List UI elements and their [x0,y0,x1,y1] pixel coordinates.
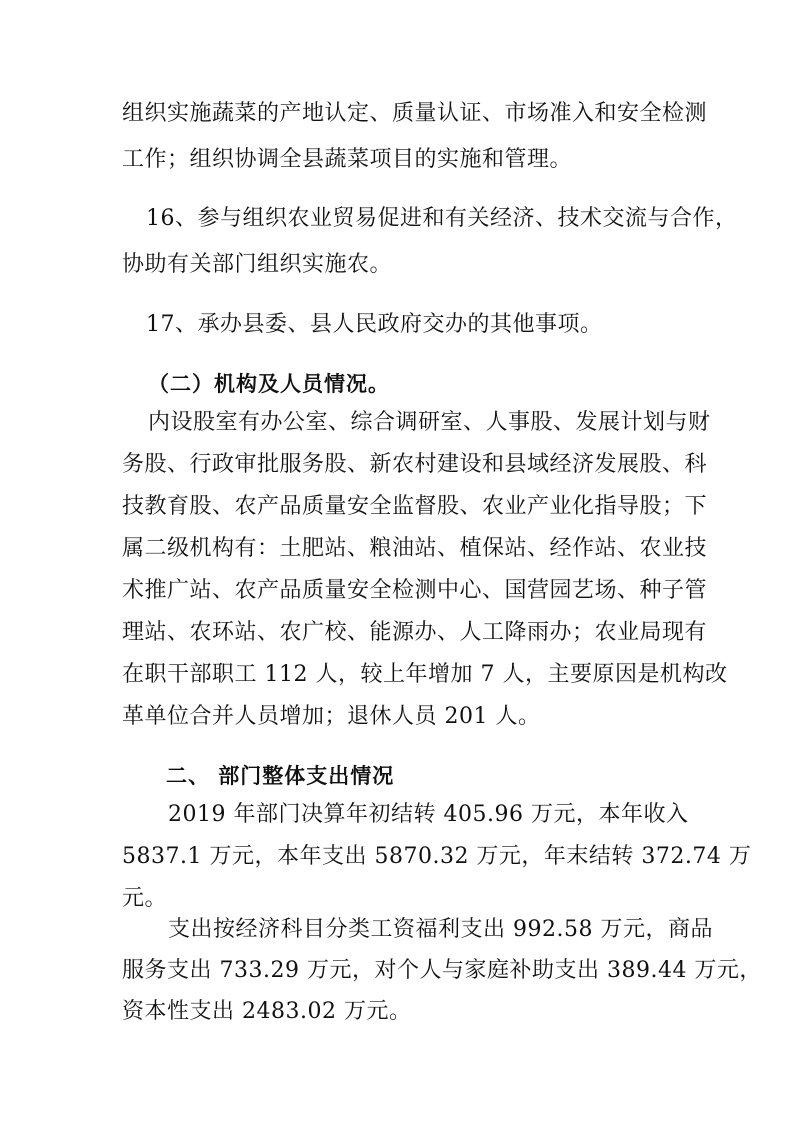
paragraph-line: 2019 年部门决算年初结转 405.96 万元，本年收入 [168,802,689,827]
paragraph-line: 在职干部职工 112 人，较上年增加 7 人，主要原因是机构改 [122,662,728,687]
paragraph-line: 5837.1 万元，本年支出 5870.32 万元，年末结转 372.74 万 [122,844,752,869]
paragraph-line: 支出按经济科目分类工资福利支出 992.58 万元，商品 [168,917,713,942]
paragraph-line: 工作；组织协调全县蔬菜项目的实施和管理。 [122,147,573,172]
section-heading: 二、 部门整体支出情况 [166,764,395,788]
paragraph-line: 革单位合并人员增加；退休人员 201 人。 [122,704,541,729]
paragraph-line: 技教育股、农产品质量安全监督股、农业产业化指导股；下 [122,494,708,519]
paragraph-line: 内设股室有办公室、综合调研室、人事股、发展计划与财 [148,410,711,435]
paragraph-line: 元。 [122,886,168,911]
paragraph-line: 服务支出 733.29 万元，对个人与家庭补助支出 389.44 万元， [122,958,762,983]
section-heading: （二）机构及人员情况。 [148,372,390,396]
paragraph-line: 16、参与组织农业贸易促进和有关经济、技术交流与合作， [146,206,738,231]
paragraph-line: 属二级机构有：土肥站、粮油站、植保站、经作站、农业技 [122,536,708,561]
paragraph-line: 理站、农环站、农广校、能源办、人工降雨办；农业局现有 [122,620,708,645]
paragraph-line: 协助有关部门组织实施农。 [122,252,393,277]
paragraph-line: 组织实施蔬菜的产地认定、质量认证、市场准入和安全检测 [122,101,708,126]
paragraph-line: 17、承办县委、县人民政府交办的其他事项。 [146,312,603,337]
paragraph-line: 务股、行政审批服务股、新农村建设和县域经济发展股、科 [122,452,708,477]
paragraph-line: 资本性支出 2483.02 万元。 [122,999,412,1024]
paragraph-line: 术推广站、农产品质量安全检测中心、国营园艺场、种子管 [122,578,708,603]
